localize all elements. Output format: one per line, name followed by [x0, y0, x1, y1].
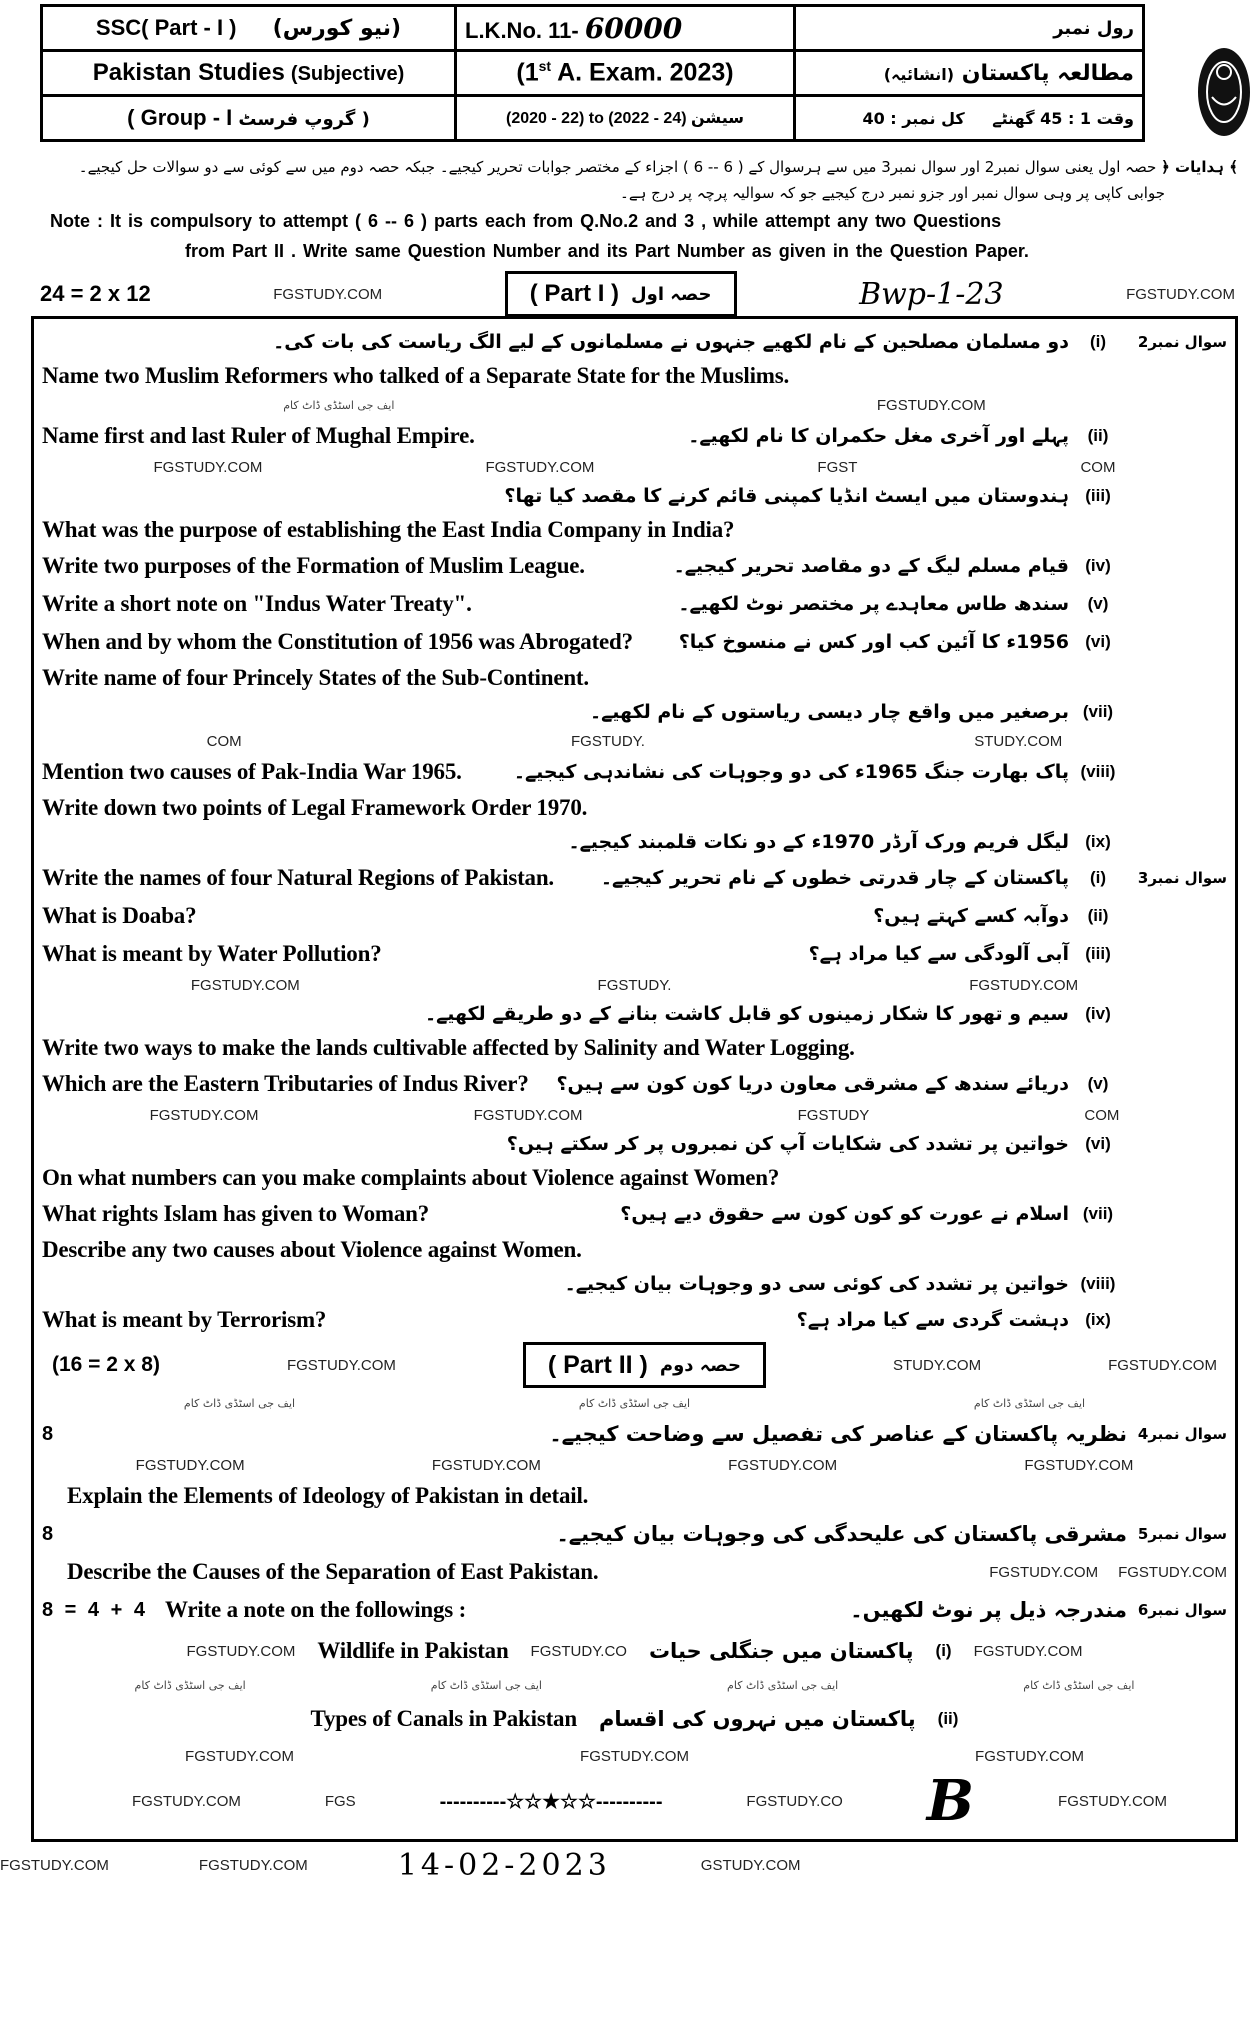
watermark-text: FGSTUDY.COM — [273, 285, 383, 303]
q2-part-number: (v) — [1087, 594, 1109, 613]
watermark-text: ایف جی اسٹڈی ڈاٹ کام — [578, 1396, 691, 1410]
q6-label: سوال نمبر6 — [1137, 1601, 1227, 1619]
course-urdu: (نیو کورس) — [272, 16, 402, 41]
subject-urdu-cell — [795, 51, 1144, 96]
q2-part-english: When and by whom the Constitution of 1956 was Abrogated? — [42, 629, 633, 654]
q4-label: سوال نمبر4 — [1137, 1425, 1227, 1443]
watermark-text: STUDY.COM — [974, 732, 1063, 750]
q3-part-number: (iv) — [1085, 1004, 1111, 1023]
lk-no-value: 60000 — [584, 11, 683, 45]
part2-title: ( Part II ) — [547, 1350, 648, 1379]
q2-part-urdu: لیگل فریم ورک آرڈر 1970ء کے دو نکات قلمبند کیجیے۔ — [568, 831, 1069, 853]
group-urdu: گروپ فرسٹ ) — [238, 109, 370, 130]
q3-part-row — [42, 935, 1227, 973]
paper-code: Bwp-1-23 — [859, 276, 1004, 312]
q6-part-urdu: پاکستان میں نہروں کی اقسام — [598, 1707, 916, 1731]
q3-part-english: Which are the Eastern Tributaries of Indus River? — [42, 1071, 529, 1096]
instructions-label: ﴾ ہدایات ﴿ — [1161, 158, 1238, 176]
questions-frame — [31, 316, 1238, 1842]
q3-part-urdu: اسلام نے عورت کو کون کون سے حقوق دیے ہیں؟ — [620, 1203, 1069, 1225]
total-marks: کل نمبر : 40 — [862, 108, 965, 128]
q2-part-number: (i) — [1089, 332, 1107, 351]
watermark-text: ایف جی اسٹڈی ڈاٹ کام — [1023, 1678, 1135, 1692]
subject-urdu: مطالعہ پاکستان — [961, 60, 1134, 86]
q2-part-english: Name two Muslim Reformers who talked of a Separate State for the Muslims. — [42, 363, 790, 388]
q4-row — [42, 1415, 1227, 1453]
q6-part-row — [42, 1697, 1227, 1741]
q6-part-number: (ii) — [937, 1709, 959, 1728]
watermark-text: ایف جی اسٹڈی ڈاٹ کام — [183, 1396, 296, 1410]
q2-part-english: Mention two causes of Pak-India War 1965. — [42, 759, 462, 784]
q3-part-urdu-group — [620, 1197, 1227, 1231]
examiner-signature: B — [926, 1768, 975, 1834]
q2-label: سوال نمبر2 — [1137, 333, 1227, 351]
q2-part-english: Write down two points of Legal Framework Order 1970. — [42, 795, 588, 820]
q6-part-urdu: پاکستان میں جنگلی حیات — [648, 1639, 914, 1663]
q2-part-english: Write a short note on "Indus Water Treaty". — [42, 591, 472, 616]
q3-part-urdu-group — [556, 1067, 1227, 1101]
instructions-line-1 — [0, 154, 1250, 180]
part1-marks: 24 = 2 x 12 — [40, 281, 151, 306]
watermark-text: FGSTUDY.COM — [190, 976, 300, 994]
watermark-text: FGSTUDY.COM — [135, 1456, 245, 1474]
instructions-text-1: حصہ اول یعنی سوال نمبر2 اور سوال نمبر3 میں سے ہرسوال کے ( 6 -- 6 ) اجزاء کے مختصر جوابات تحریر کیجیے۔ جبکہ حصہ دوم میں سے کوئی سے دو سوالات حل کیجیے۔ — [78, 158, 1157, 176]
q6-marks: 8 = 4 + 4 — [42, 1598, 145, 1621]
q2-part-urdu-group — [674, 549, 1227, 583]
q2-part-number: (viii) — [1080, 762, 1116, 781]
watermark-text: ایف جی اسٹڈی ڈاٹ کام — [283, 398, 395, 412]
q2-part-urdu-group — [273, 325, 1227, 359]
part2-marks: (16 = 2 x 8) — [52, 1353, 160, 1376]
watermark-row — [42, 1391, 1227, 1415]
part1-header-row — [40, 272, 1235, 316]
q4-marks: 8 — [42, 1422, 54, 1445]
watermark-text: FGSTUDY.COM — [1058, 1792, 1167, 1810]
part2-title-box — [523, 1342, 766, 1388]
q3-part-urdu: خواتین پر تشدد کی کوئی سی دو وجوہات بیان کیجیے۔ — [564, 1273, 1069, 1295]
q2-part-urdu-group — [688, 419, 1227, 453]
watermark-text: FGSTUDY — [797, 1106, 870, 1124]
q6-urdu: مندرجہ ذیل پر نوٹ لکھیں۔ — [850, 1598, 1127, 1622]
q3-part-english: What is meant by Terrorism? — [42, 1307, 327, 1332]
watermark-text: FGSTUDY.COM — [185, 1747, 294, 1765]
watermark-text: FGSTUDY.COM — [485, 458, 595, 476]
roll-no-label: رول نمبر — [795, 6, 1144, 51]
q2-part-number: (ix) — [1085, 832, 1111, 851]
watermark-text: COM — [1084, 1106, 1120, 1124]
q3-part-number: (ix) — [1085, 1310, 1111, 1329]
q3-part-urdu: دہشت گردی سے کیا مراد ہے؟ — [796, 1309, 1069, 1331]
q3-part-urdu-group — [873, 899, 1227, 933]
lk-no-cell — [456, 6, 795, 51]
q3-part-english: On what numbers can you make complaints about Violence against Women? — [42, 1165, 780, 1190]
exam-date: 14-02-2023 — [397, 1847, 611, 1883]
class-label: SSC( Part - I ) — [95, 15, 237, 40]
q4-english: Explain the Elements of Ideology of Pakistan in detail. — [67, 1483, 589, 1508]
part2-title-urdu: حصہ دوم — [659, 1354, 742, 1376]
exam-title: A. Exam. 2023) — [551, 58, 734, 87]
q3-part-urdu-group — [425, 997, 1227, 1031]
group-label: ( Group - I — [127, 105, 233, 130]
q3-part-urdu: پاکستان کے چار قدرتی خطوں کے نام تحریر کیجیے۔ — [600, 867, 1069, 889]
watermark-text: COM — [1080, 458, 1116, 476]
watermark-text: FGSTUDY. — [597, 976, 672, 994]
q3-part-urdu-group — [565, 1267, 1227, 1301]
q2-part-urdu-group — [504, 479, 1227, 513]
watermark-text: FGSTUDY.COM — [286, 1356, 396, 1374]
q3-part-number: (v) — [1087, 1074, 1109, 1093]
q4-urdu: نظریہ پاکستان کے عناصر کی تفصیل سے وضاحت کیجیے۔ — [549, 1422, 1127, 1446]
q2-part-row — [42, 585, 1227, 623]
watermark-text: FGSTUDY.COM — [1126, 285, 1235, 303]
q2-part-urdu: قیام مسلم لیگ کے دو مقاصد تحریر کیجیے۔ — [673, 555, 1069, 577]
session-urdu: سیشن — [691, 108, 744, 127]
q3-part-row — [42, 859, 1227, 897]
q5-marks: 8 — [42, 1522, 54, 1545]
instructions-text-2: جوابی کاپی پر وہی سوال نمبر اور جزو نمبر درج کیجیے جو کہ سوالیہ پرچہ پر درج ہے۔ — [620, 184, 1165, 202]
end-of-paper-row — [42, 1768, 1227, 1834]
q3-part-row — [42, 1301, 1227, 1339]
q2-part-urdu-group — [569, 825, 1228, 859]
q3-part-urdu-group — [601, 861, 1227, 895]
q2-part-row — [42, 623, 1227, 661]
watermark-text: FGSTUDY.COM — [198, 1856, 308, 1874]
q2-part-urdu-group — [514, 755, 1227, 789]
seal-icon — [1192, 42, 1250, 142]
watermark-text: COM — [206, 732, 242, 750]
q2-part-english: Write two purposes of the Formation of Muslim League. — [42, 553, 585, 578]
watermark-text: FGSTUDY.COM — [0, 1856, 109, 1874]
q2-part-english: What was the purpose of establishing the East India Company in India? — [42, 517, 735, 542]
q2-part-urdu: برصغیر میں واقع چار دیسی ریاستوں کے نام لکھیے۔ — [590, 701, 1069, 723]
q2-part-urdu: سندھ طاس معاہدے پر مختصر نوٹ لکھیے۔ — [678, 593, 1069, 615]
session-range: (2020 - 22) to (2022 - 24) — [506, 110, 687, 127]
q2-part-row — [42, 791, 1227, 859]
watermark-text: STUDY.COM — [893, 1356, 982, 1374]
q3-part-number: (vi) — [1085, 1134, 1111, 1153]
watermark-row — [42, 455, 1227, 479]
watermark-text: FGSTUDY.COM — [728, 1456, 838, 1474]
q3-part-urdu-group — [507, 1127, 1227, 1161]
watermark-text: FGSTUDY.COM — [975, 1747, 1084, 1765]
watermark-row — [42, 1741, 1227, 1771]
q3-part-number: (iii) — [1085, 944, 1111, 963]
q2-part-row — [42, 417, 1227, 455]
part2-header-row — [42, 1339, 1227, 1391]
q2-part-urdu-group — [678, 587, 1227, 621]
q5-urdu-group — [557, 1517, 1228, 1551]
q2-part-row — [42, 547, 1227, 585]
q2-part-urdu: دو مسلمان مصلحین کے نام لکھیے جنہوں نے مسلمانوں کے لیے الگ ریاست کی بات کی۔ — [273, 331, 1069, 353]
q3-part-english: Describe any two causes about Violence against Women. — [42, 1237, 582, 1262]
q3-part-row — [42, 897, 1227, 935]
q2-part-number: (iii) — [1085, 486, 1111, 505]
watermark-row — [42, 1673, 1227, 1697]
exam-cell — [456, 51, 795, 96]
watermark-text: FGSTUDY.COM — [1024, 1456, 1134, 1474]
q6-part-row — [42, 1629, 1227, 1673]
board-seal-logo — [1192, 42, 1250, 142]
q2-part-urdu-group — [590, 695, 1227, 729]
q2-part-urdu: پاک بھارت جنگ 1965ء کی دو وجوہات کی نشاندہی کیجیے۔ — [513, 761, 1069, 783]
q6-part-english: Types of Canals in Pakistan — [310, 1706, 577, 1731]
q3-part-row — [42, 1195, 1227, 1233]
q2-part-number: (vii) — [1082, 702, 1114, 721]
time-allowed: وقت 1 : 45 گھنٹے — [992, 108, 1134, 128]
exam-sup: st — [538, 58, 552, 75]
part1-title-urdu: حصہ اول — [631, 283, 712, 305]
q2-part-english: Name first and last Ruler of Mughal Empire. — [42, 423, 475, 448]
watermark-text: ایف جی اسٹڈی ڈاٹ کام — [430, 1678, 542, 1692]
q6-row — [42, 1591, 1227, 1629]
watermark-text: FGSTUDY.COM — [186, 1642, 296, 1660]
q3-part-urdu: دوآبہ کسے کہتے ہیں؟ — [873, 905, 1069, 927]
q3-part-english: Write the names of four Natural Regions of Pakistan. — [42, 865, 554, 890]
watermark-text: FGSTUDY.COM — [153, 458, 263, 476]
q6-english: Write a note on the followings : — [164, 1597, 467, 1622]
watermark-text: FGSTUDY.COM — [876, 396, 986, 414]
watermark-row — [42, 1453, 1227, 1477]
q3-part-urdu-group — [809, 937, 1227, 971]
watermark-text: ایف جی اسٹڈی ڈاٹ کام — [727, 1678, 839, 1692]
q6-urdu-group — [850, 1593, 1227, 1627]
q2-part-row — [42, 325, 1227, 393]
watermark-text: FGSTUDY.COM — [473, 1106, 583, 1124]
watermark-text: FGSTUDY.COM — [989, 1563, 1099, 1581]
watermark-row — [42, 1103, 1227, 1127]
q2-part-english: Write name of four Princely States of the Sub-Continent. — [42, 665, 589, 690]
watermark-text: FGSTUDY.COM — [149, 1106, 259, 1124]
watermark-text: FGST — [817, 458, 858, 476]
q3-part-row — [42, 1233, 1227, 1301]
bottom-row — [0, 1842, 1250, 1888]
q3-part-number: (i) — [1089, 868, 1107, 887]
q3-part-english: What is Doaba? — [42, 903, 197, 928]
q2-part-urdu: 1956ء کا آئین کب اور کس نے منسوخ کیا؟ — [678, 631, 1069, 653]
q3-part-english: What is meant by Water Pollution? — [42, 941, 382, 966]
end-of-paper-marker: ----------☆☆★☆☆---------- — [439, 1790, 663, 1813]
q2-part-number: (vi) — [1085, 632, 1111, 651]
q3-part-urdu: سیم و تھور کا شکار زمینوں کو قابل کاشت بنانے کے دو طریقے لکھیے۔ — [424, 1003, 1069, 1025]
q3-part-row — [42, 1065, 1227, 1103]
group-cell — [42, 96, 456, 141]
q2-part-number: (iv) — [1085, 556, 1111, 575]
watermark-row — [42, 393, 1227, 417]
subject-cell — [42, 51, 456, 96]
exam-prefix: (1 — [516, 58, 539, 87]
watermark-text: FGSTUDY. — [570, 732, 645, 750]
q3-part-number: (viii) — [1080, 1274, 1116, 1293]
q2-part-number: (ii) — [1087, 426, 1109, 445]
q5-english: Describe the Causes of the Separation of East Pakistan. — [67, 1559, 599, 1584]
q3-part-urdu: آبی آلودگی سے کیا مراد ہے؟ — [808, 943, 1069, 965]
q6-part-english: Wildlife in Pakistan — [317, 1638, 509, 1663]
q5-row — [42, 1515, 1227, 1553]
q3-part-number: (vii) — [1082, 1204, 1114, 1223]
q3-part-row — [42, 997, 1227, 1065]
watermark-text: FGS — [324, 1792, 356, 1810]
watermark-text: FGSTUDY.COM — [1118, 1563, 1227, 1581]
q4-urdu-group — [549, 1417, 1227, 1451]
watermark-text: FGSTUDY.COM — [431, 1456, 541, 1474]
q2-part-urdu: پہلے اور آخری مغل حکمران کا نام لکھیے۔ — [688, 425, 1069, 447]
q2-part-row — [42, 479, 1227, 547]
watermark-text: ایف جی اسٹڈی ڈاٹ کام — [134, 1678, 246, 1692]
q3-part-number: (ii) — [1087, 906, 1109, 925]
time-marks-cell — [795, 96, 1144, 141]
part1-title: ( Part I ) — [529, 280, 620, 307]
watermark-text: FGSTUDY.COM — [969, 976, 1079, 994]
q3-label: سوال نمبر3 — [1137, 869, 1227, 887]
q3-part-row — [42, 1127, 1227, 1195]
watermark-text: GSTUDY.COM — [700, 1856, 801, 1874]
q3-part-urdu: دریائے سندھ کے مشرقی معاون دریا کون کون سے ہیں؟ — [556, 1073, 1069, 1095]
watermark-text: ایف جی اسٹڈی ڈاٹ کام — [973, 1396, 1086, 1410]
q5-label: سوال نمبر5 — [1137, 1525, 1227, 1543]
q6-part-number: (i) — [935, 1641, 952, 1660]
q3-part-english: Write two ways to make the lands cultivable affected by Salinity and Water Logging. — [42, 1035, 855, 1060]
q3-part-urdu: خواتین پر تشدد کی شکایات آپ کن نمبروں پر کر سکتے ہیں؟ — [506, 1133, 1069, 1155]
watermark-text: FGSTUDY.COM — [580, 1747, 689, 1765]
lk-no-label: L.K.No. 11- — [465, 17, 579, 43]
watermark-text: FGSTUDY.CO — [746, 1792, 843, 1810]
part1-title-box — [505, 271, 737, 317]
session-cell — [456, 96, 795, 141]
note-line-2: from Part II . Write same Question Number and its Part Number as given in the Question Paper. — [185, 241, 1029, 261]
watermark-text: FGSTUDY.COM — [973, 1642, 1083, 1660]
header-area — [0, 4, 1250, 142]
subject-type: (Subjective) — [290, 63, 405, 85]
q3-part-urdu-group — [797, 1303, 1227, 1337]
watermark-text: FGSTUDY.CO — [530, 1642, 627, 1660]
q2-part-row — [42, 753, 1227, 791]
q4-english-row — [42, 1477, 1227, 1515]
header-table — [40, 4, 1145, 142]
q2-part-urdu: ہندوستان میں ایسٹ انڈیا کمپنی قائم کرنے کا مقصد کیا تھا؟ — [504, 485, 1069, 507]
q3-part-english: What rights Islam has given to Woman? — [42, 1201, 430, 1226]
note-line-1: Note : It is compulsory to attempt ( 6 -- 6 ) parts each from Q.No.2 and 3 , while attempt any two Questions — [50, 211, 1002, 231]
class-cell — [42, 6, 456, 51]
watermark-text: FGSTUDY.COM — [132, 1792, 241, 1810]
watermark-row — [42, 973, 1227, 997]
subject-name: Pakistan Studies — [92, 59, 285, 86]
watermark-row — [42, 729, 1227, 753]
subject-type-urdu: (انشائیہ) — [883, 64, 955, 84]
q5-english-row — [42, 1553, 1227, 1591]
q2-part-urdu-group — [679, 625, 1227, 659]
watermark-text: FGSTUDY.COM — [1108, 1356, 1217, 1374]
q2-part-row — [42, 661, 1227, 729]
q5-urdu: مشرقی پاکستان کی علیحدگی کی وجوہات بیان کیجیے۔ — [556, 1522, 1127, 1546]
